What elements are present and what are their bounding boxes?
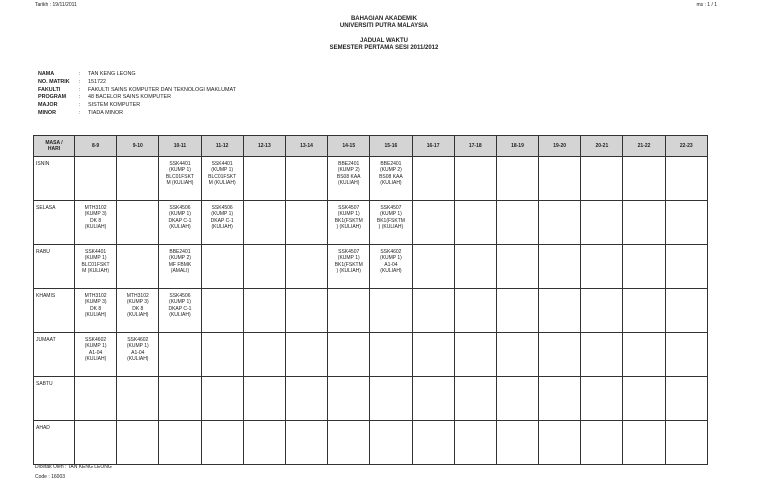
- empty-slot: [285, 245, 327, 289]
- class-slot-line: A1-04: [131, 349, 145, 356]
- class-slot-line: SSK4401: [169, 161, 191, 167]
- empty-slot: [496, 201, 538, 245]
- class-slot-line: DKAP C-1: [168, 217, 192, 224]
- class-slot-line: SSK4506: [169, 205, 191, 211]
- class-slot: [159, 201, 201, 245]
- empty-slot: [370, 421, 412, 465]
- class-slot-line: SSK4506: [211, 205, 233, 211]
- class-slot-line: DK 8: [90, 305, 102, 312]
- class-slot: [370, 245, 412, 289]
- class-slot-line: A1-04: [384, 261, 398, 268]
- day-row: [34, 245, 708, 289]
- class-slot: [117, 333, 159, 377]
- empty-slot: [243, 421, 285, 465]
- print-code: Code : 16003: [35, 474, 66, 480]
- empty-slot: [539, 421, 581, 465]
- info-value: FAKULTI SAINS KOMPUTER DAN TEKNOLOGI MAKLUMAT: [88, 86, 236, 93]
- class-slot-line: MF FBMK: [168, 261, 192, 268]
- empty-slot: [201, 377, 243, 421]
- empty-slot: [665, 377, 707, 421]
- time-header: 21-22: [623, 136, 665, 157]
- empty-slot: [328, 289, 370, 333]
- printed-by: Dicetak Oleh : TAN KENG LEONG: [35, 464, 112, 470]
- class-slot-line: ) (KULIAH): [336, 223, 361, 230]
- class-slot-line: SSK4602: [380, 249, 402, 255]
- time-header: 8-9: [75, 136, 117, 157]
- empty-slot: [623, 289, 665, 333]
- empty-slot: [243, 157, 285, 201]
- empty-slot: [201, 245, 243, 289]
- class-slot: [75, 289, 117, 333]
- class-slot-line: (KULIAH): [127, 355, 149, 362]
- department-title: BAHAGIAN AKADEMIK: [350, 16, 418, 22]
- info-separator: :: [79, 71, 81, 77]
- day-label: AHAD: [34, 421, 75, 465]
- empty-slot: [539, 377, 581, 421]
- class-slot-line: (KUMP 3): [84, 299, 107, 306]
- empty-slot: [370, 333, 412, 377]
- class-slot-line: MTH3102: [84, 205, 107, 211]
- university-title: UNIVERSITI PUTRA MALAYSIA: [339, 23, 429, 29]
- class-slot-line: (KUMP 1): [379, 255, 402, 262]
- class-slot-line: (KULIAH): [169, 311, 191, 318]
- empty-slot: [201, 333, 243, 377]
- empty-slot: [117, 245, 159, 289]
- empty-slot: [75, 377, 117, 421]
- class-slot: [159, 289, 201, 333]
- class-slot-line: (KUMP 1): [379, 211, 402, 218]
- empty-slot: [117, 421, 159, 465]
- empty-slot: [623, 201, 665, 245]
- empty-slot: [496, 333, 538, 377]
- empty-slot: [75, 157, 117, 201]
- class-slot-line: (KUMP 2): [169, 255, 191, 262]
- info-label: FAKULTI: [38, 86, 61, 93]
- class-slot-line: BLC01FSKT: [165, 173, 194, 180]
- class-slot: [75, 333, 117, 377]
- student-info-row: [38, 110, 236, 118]
- corner-header-line: HARI: [47, 146, 61, 152]
- empty-slot: [496, 377, 538, 421]
- class-slot-line: (KULIAH): [338, 179, 360, 186]
- time-header: 17-18: [454, 136, 496, 157]
- empty-slot: [454, 157, 496, 201]
- class-slot-line: SSK4507: [338, 205, 360, 211]
- empty-slot: [581, 421, 623, 465]
- empty-slot: [665, 289, 707, 333]
- class-slot-line: ) (KULIAH): [378, 223, 404, 230]
- empty-slot: [370, 377, 412, 421]
- class-slot-line: SSK4506: [169, 293, 191, 299]
- time-header: 9-10: [117, 136, 159, 157]
- empty-slot: [328, 333, 370, 377]
- class-slot-line: (KUMP 1): [337, 211, 360, 218]
- class-slot-line: M (KULIAH): [208, 179, 236, 186]
- student-info-row: [38, 71, 236, 79]
- class-slot: [370, 201, 412, 245]
- empty-slot: [243, 333, 285, 377]
- class-slot: [201, 201, 243, 245]
- empty-slot: [496, 289, 538, 333]
- empty-slot: [243, 245, 285, 289]
- class-slot-line: (KULIAH): [84, 311, 107, 318]
- student-info-row: [38, 94, 236, 102]
- empty-slot: [412, 245, 454, 289]
- semester-title: SEMESTER PERTAMA SESI 2011/2012: [329, 45, 439, 51]
- class-slot-line: (KUMP 1): [169, 299, 191, 306]
- class-slot-line: (KUMP 3): [126, 299, 149, 306]
- empty-slot: [454, 245, 496, 289]
- class-slot-line: (KUMP 1): [211, 167, 234, 174]
- class-slot-line: DKAP C-1: [210, 217, 234, 224]
- empty-slot: [370, 289, 412, 333]
- day-row: [34, 289, 708, 333]
- empty-slot: [454, 333, 496, 377]
- info-separator: :: [79, 78, 81, 85]
- info-label: MINOR: [38, 109, 56, 116]
- empty-slot: [581, 157, 623, 201]
- empty-slot: [623, 245, 665, 289]
- info-label: PROGRAM: [38, 94, 67, 101]
- class-slot-line: SSK4602: [85, 337, 107, 343]
- empty-slot: [496, 157, 538, 201]
- class-slot-line: MTH3102: [126, 293, 149, 299]
- info-value: TIADA MINOR: [88, 109, 124, 116]
- info-separator: :: [79, 102, 81, 109]
- empty-slot: [623, 377, 665, 421]
- empty-slot: [665, 245, 707, 289]
- empty-slot: [412, 333, 454, 377]
- class-slot-line: (KUMP 3): [84, 211, 107, 218]
- class-slot-line: BBE2401: [338, 161, 360, 167]
- time-header: 11-12: [201, 136, 243, 157]
- empty-slot: [159, 333, 201, 377]
- class-slot: [328, 245, 370, 289]
- day-label: SABTU: [34, 377, 75, 421]
- day-label: KHAMIS: [34, 289, 75, 333]
- empty-slot: [496, 245, 538, 289]
- empty-slot: [75, 421, 117, 465]
- class-slot-line: DKAP C-1: [168, 305, 192, 312]
- class-slot: [370, 157, 412, 201]
- info-separator: :: [79, 86, 81, 93]
- page-number: ms : 1 / 1: [696, 2, 717, 8]
- class-slot-line: BK1(FSKTM: [334, 261, 363, 268]
- timetable: [33, 135, 708, 465]
- class-slot: [328, 201, 370, 245]
- class-slot-line: SSK4401: [85, 249, 107, 255]
- class-slot-line: (KUMP 1): [337, 255, 360, 262]
- day-row: [34, 377, 708, 421]
- class-slot-line: (KULIAH): [84, 355, 107, 362]
- empty-slot: [201, 421, 243, 465]
- class-slot-line: (KULIAH): [84, 223, 107, 230]
- empty-slot: [159, 421, 201, 465]
- class-slot-line: (KUMP 1): [84, 255, 107, 262]
- time-header: 19-20: [539, 136, 581, 157]
- class-slot-line: DK 8: [90, 217, 102, 224]
- class-slot-line: SSK4602: [127, 337, 149, 343]
- time-header: 16-17: [412, 136, 454, 157]
- student-info-row: [38, 79, 236, 87]
- class-slot: [75, 201, 117, 245]
- day-label: ISNIN: [34, 157, 75, 201]
- class-slot-line: SSK4401: [211, 161, 233, 167]
- empty-slot: [285, 289, 327, 333]
- class-slot: [159, 157, 201, 201]
- timetable-header-row: [34, 136, 708, 157]
- class-slot-line: DK 8: [132, 305, 144, 312]
- empty-slot: [665, 201, 707, 245]
- print-date: Tarikh : 19/11/2011: [35, 2, 77, 8]
- corner-header: [34, 136, 75, 157]
- info-separator: :: [79, 94, 81, 101]
- class-slot: [159, 245, 201, 289]
- class-slot-line: (KULIAH): [380, 179, 402, 186]
- day-row: [34, 157, 708, 201]
- time-header: 13-14: [285, 136, 327, 157]
- class-slot-line: M (KULIAH): [82, 267, 110, 274]
- day-label: SELASA: [34, 201, 75, 245]
- class-slot-line: BLC01FSKT: [208, 173, 237, 180]
- student-info: [38, 71, 236, 118]
- empty-slot: [581, 289, 623, 333]
- time-header: 18-19: [496, 136, 538, 157]
- time-header: 14-15: [328, 136, 370, 157]
- class-slot-line: (KULIAH): [380, 267, 402, 274]
- class-slot-line: (KUMP 1): [169, 211, 191, 218]
- empty-slot: [539, 201, 581, 245]
- class-slot: [75, 245, 117, 289]
- class-slot-line: M (KULIAH): [166, 179, 194, 186]
- info-value: 48 BACELOR SAINS KOMPUTER: [88, 94, 171, 101]
- student-info-row: [38, 102, 236, 110]
- empty-slot: [581, 245, 623, 289]
- empty-slot: [159, 377, 201, 421]
- class-slot-line: (KULIAH): [169, 223, 191, 230]
- info-value: SISTEM KOMPUTER: [88, 102, 141, 109]
- empty-slot: [496, 421, 538, 465]
- empty-slot: [243, 289, 285, 333]
- day-label: JUMAAT: [34, 333, 75, 377]
- day-label: RABU: [34, 245, 75, 289]
- class-slot-line: (KUMP 1): [169, 167, 191, 174]
- empty-slot: [581, 201, 623, 245]
- empty-slot: [539, 157, 581, 201]
- class-slot-line: (KUMP 2): [337, 167, 360, 174]
- day-row: [34, 421, 708, 465]
- empty-slot: [539, 333, 581, 377]
- time-header: 22-23: [665, 136, 707, 157]
- info-value: TAN KENG LEONG: [88, 71, 136, 77]
- class-slot-line: (KUMP 2): [379, 167, 402, 174]
- info-separator: :: [79, 109, 81, 116]
- class-slot: [201, 157, 243, 201]
- info-label: NAMA: [38, 71, 55, 77]
- info-label: MAJOR: [38, 102, 58, 109]
- day-row: [34, 201, 708, 245]
- empty-slot: [412, 157, 454, 201]
- class-slot-line: SSK4507: [338, 249, 360, 255]
- class-slot-line: BS08 KAA: [336, 173, 361, 180]
- class-slot-line: MTH3102: [84, 293, 107, 299]
- class-slot-line: BLC01FSKT: [81, 261, 110, 268]
- empty-slot: [412, 201, 454, 245]
- class-slot-line: (KULIAH): [211, 223, 233, 230]
- class-slot-line: BK1(FSKTM: [334, 217, 363, 224]
- empty-slot: [412, 421, 454, 465]
- empty-slot: [243, 201, 285, 245]
- empty-slot: [328, 421, 370, 465]
- document-title: JADUAL WAKTU: [360, 38, 408, 44]
- time-header: 15-16: [370, 136, 412, 157]
- empty-slot: [117, 377, 159, 421]
- empty-slot: [623, 333, 665, 377]
- class-slot-line: BK1(FSKTM: [376, 217, 405, 224]
- empty-slot: [454, 421, 496, 465]
- empty-slot: [665, 421, 707, 465]
- class-slot-line: (KUMP 1): [211, 211, 234, 218]
- class-slot-line: (KUMP 1): [84, 343, 107, 350]
- empty-slot: [285, 377, 327, 421]
- empty-slot: [454, 201, 496, 245]
- empty-slot: [243, 377, 285, 421]
- empty-slot: [454, 377, 496, 421]
- empty-slot: [285, 421, 327, 465]
- class-slot: [117, 289, 159, 333]
- class-slot-line: BS08 KAA: [379, 173, 403, 180]
- empty-slot: [539, 245, 581, 289]
- class-slot-line: (KUMP 1): [126, 343, 149, 350]
- empty-slot: [285, 333, 327, 377]
- empty-slot: [581, 333, 623, 377]
- class-slot: [328, 157, 370, 201]
- empty-slot: [412, 289, 454, 333]
- empty-slot: [454, 289, 496, 333]
- empty-slot: [201, 289, 243, 333]
- info-value: 151722: [88, 78, 106, 85]
- student-info-row: [38, 87, 236, 95]
- time-header: 20-21: [581, 136, 623, 157]
- class-slot-line: BBE2401: [169, 249, 191, 255]
- empty-slot: [117, 201, 159, 245]
- info-label: NO. MATRIK: [38, 78, 70, 85]
- time-header: 10-11: [159, 136, 201, 157]
- class-slot-line: SSK4507: [380, 205, 402, 211]
- empty-slot: [665, 333, 707, 377]
- class-slot-line: (AMALI): [170, 267, 190, 274]
- empty-slot: [623, 421, 665, 465]
- class-slot-line: (KULIAH): [127, 311, 149, 318]
- class-slot-line: A1-04: [88, 349, 103, 356]
- empty-slot: [581, 377, 623, 421]
- day-row: [34, 333, 708, 377]
- empty-slot: [623, 157, 665, 201]
- empty-slot: [665, 157, 707, 201]
- empty-slot: [117, 157, 159, 201]
- empty-slot: [285, 157, 327, 201]
- empty-slot: [412, 377, 454, 421]
- class-slot-line: BBE2401: [380, 161, 402, 167]
- class-slot-line: ) (KULIAH): [336, 267, 361, 274]
- empty-slot: [285, 201, 327, 245]
- time-header: 12-13: [243, 136, 285, 157]
- corner-header-line: MASA /: [45, 140, 63, 146]
- empty-slot: [328, 377, 370, 421]
- empty-slot: [539, 289, 581, 333]
